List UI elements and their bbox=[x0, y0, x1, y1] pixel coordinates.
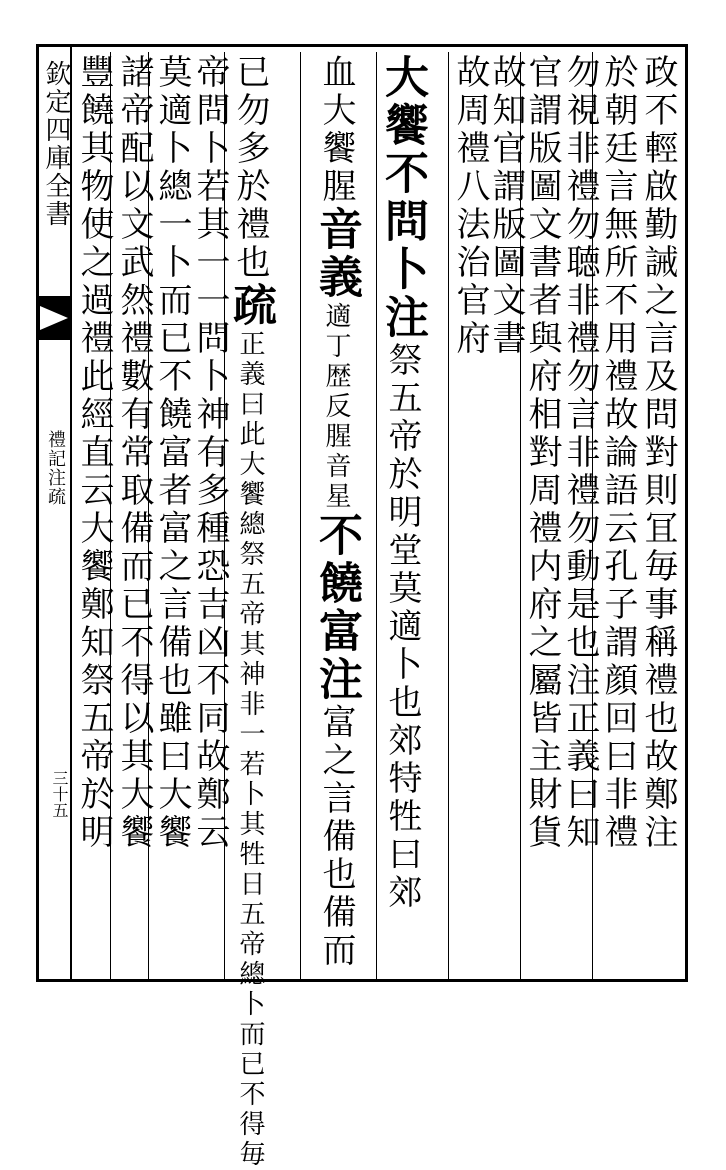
heading-text: 不饒富注 bbox=[311, 512, 362, 704]
fishtail-mark-icon bbox=[36, 296, 72, 340]
text-column-12: 諸帝配以文武然禮數有常取備而已不得以其大饗 bbox=[114, 54, 154, 852]
text-column-5: 故知官謂版圖文書 bbox=[486, 54, 526, 358]
margin-title: 欽定四庫全書 bbox=[41, 60, 71, 228]
text-column-13: 豐饒其物使之過禮此經直云大饗鄭知祭五帝於明 bbox=[74, 54, 114, 852]
annotation-text: 正義曰此大饗總祭五帝其神非一若卜其牲日五帝總卜而已不得毎 bbox=[235, 330, 265, 1170]
heading-text: 音義 bbox=[311, 206, 362, 302]
body-text: 已勿多於禮也 bbox=[230, 54, 270, 282]
text-column-2: 於朝廷言無所不用禮故論語云孔子謂顔回曰非禮 bbox=[598, 54, 638, 852]
text-column-4: 官謂版圖文書者與府相對周禮内府之屬皆主財貨 bbox=[522, 54, 562, 852]
annotation-text: 適丁歴反腥音星 bbox=[321, 302, 351, 512]
margin-book-label: 禮記注疏 bbox=[45, 430, 66, 506]
heading-text: 疏 bbox=[225, 282, 276, 330]
text-column-8 bbox=[311, 54, 362, 970]
margin-page-number: 三十五 bbox=[50, 770, 69, 818]
body-text: 富之言備也備而 bbox=[316, 704, 356, 970]
body-text: 血大饗腥 bbox=[316, 54, 356, 206]
column-rule bbox=[448, 52, 449, 980]
heading-text: 大饗不問卜注 bbox=[377, 54, 428, 342]
text-column-11: 莫適卜總一卜而已不饒富者富之言備也雖曰大饗 bbox=[152, 54, 192, 852]
body-text: 祭五帝於明堂莫適卜也郊特牲曰郊 bbox=[382, 342, 422, 912]
text-column-7 bbox=[377, 54, 428, 912]
text-column-6: 故周禮八法治官府 bbox=[450, 54, 490, 358]
text-column-1: 政不輕啟勤誡之言及問對則冝毎事稱禮也故鄭注 bbox=[638, 54, 678, 852]
text-column-3: 勿視非禮勿聴非禮勿言非禮勿動是也注正義曰知 bbox=[560, 54, 600, 852]
column-rule bbox=[300, 52, 301, 980]
text-column-9 bbox=[225, 54, 276, 1170]
text-column-10: 帝問卜若其一一問卜神有多種恐吉凶不同故鄭云 bbox=[190, 54, 230, 852]
